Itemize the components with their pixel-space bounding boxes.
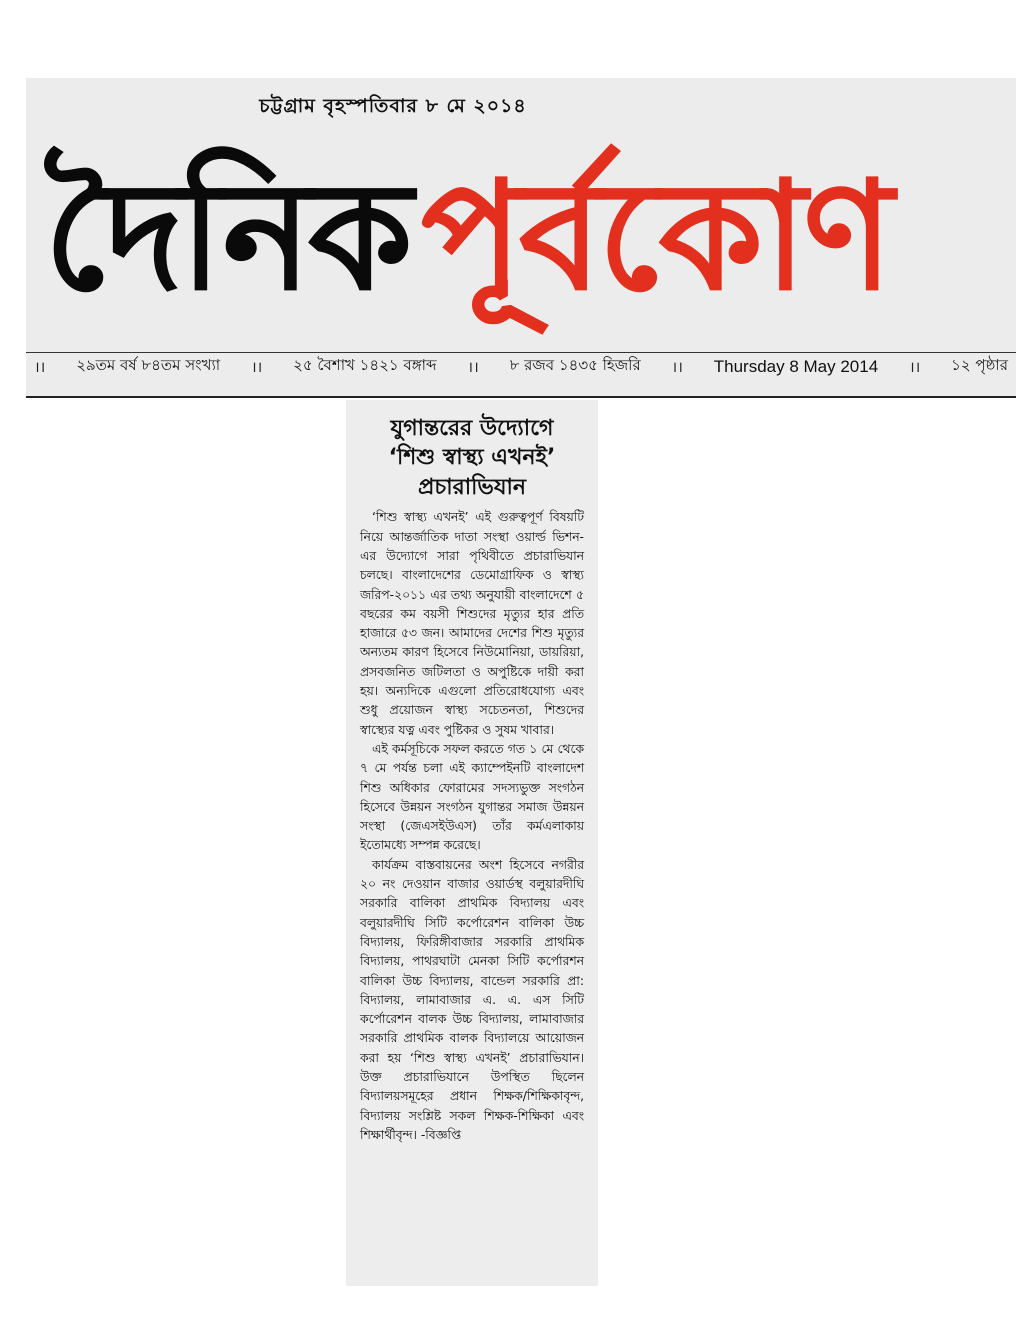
article-paragraph: কার্যক্রম বাস্তবায়নের অংশ হিসেবে নগরীর ২০ নং দেওয়ান বাজার ওয়ার্ডস্থ বলুয়ারদীঘি সরকারি বালিকা প্রাথমিক বিদ্যালয় এবং বলুয়ারদীঘি সিটি কর্পোরেশন বালিকা উচ্চ বিদ্যালয়, ফিরিঙ্গীবাজার সরকারি প্রাথমিক বিদ্যালয়, পাথরঘাটা মেনকা সিটি কর্পোরশন বালিকা উচ্চ বিদ্যালয়, বান্ডেল সরকারি প্রা: বিদ্যালয়, লামাবাজার এ. এ. এস সিটি কর্পোরেশন বালক উচ্চ বিদ্যালয়, লামাবাজার সরকারি প্রাথমিক বালক বিদ্যালয়ে আয়োজন করা হয় ‘শিশু স্বাস্থ্য এখনই’ প্রচারাভিযান। উক্ত প্রচারাভিযানে উপস্থিত ছিলেন বিদ্যালয়সমূহের প্রধান শিক্ষক/শিক্ষিকাবৃন্দ, বিদ্যালয় সংশ্লিষ্ট সকল শিক্ষক-শিক্ষিকা এবং শিক্ষার্থীবৃন্দ। -বিজ্ঞপ্তি (360, 857, 584, 1142)
article-paragraph: এই কর্মসূচিকে সফল করতে গত ১ মে থেকে ৭ মে পর্যন্ত চলা এই ক্যাম্পেইনটি বাংলাদেশ শিশু অধিকার ফোরামের সদস্যভুক্ত সংগঠন হিসেবে উন্নয়ন সংগঠন যুগান্তর সমাজ উন্নয়ন সংস্থা (জেএসইউএস) তাঁর কর্মএলাকায় ইতোমধ্যে সম্পন্ন করেছে। (360, 741, 584, 853)
article-paragraph: ‘শিশু স্বাস্থ্য এখনই’ এই গুরুত্বপূর্ণ বিষয়টি নিয়ে আন্তর্জাতিক দাতা সংস্থা ওয়ার্ল্ড ভিশন-এর উদ্যোগে সারা পৃথিবীতে প্রচারাভিযান চলছে। বাংলাদেশের ডেমোগ্রাফিক ও স্বাস্থ্য জরিপ-২০১১ এর তথ্য অনুযায়ী বাংলাদেশে ৫ বছরের কম বয়সী শিশুদের মৃত্যুর হার প্রতি হাজারে ৫৩ জন। আমাদের দেশের শিশু মৃত্যুর অন্যতম কারণ হিসেবে নিউমোনিয়া, ডায়রিয়া, প্রসবজনিত জটিলতা ও অপুষ্টিকে দায়ী করা হয়। অন্যদিকে এগুলো প্রতিরোধযোগ্য এবং শুধু প্রয়োজন স্বাস্থ্য সচেতনতা, শিশুদের স্বাস্থ্যের যত্ন এবং পুষ্টিকর ও সুষম খাবার। (360, 510, 584, 737)
separator: ।। (34, 357, 46, 376)
separator: ।। (671, 357, 683, 376)
newspaper-name-part2: পূর্বকোণ (420, 148, 890, 324)
hijri-date: ৮ রজব ১৪৩৫ হিজরি (509, 356, 641, 374)
newspaper-masthead (26, 78, 1016, 398)
headline-line: ‘শিশু স্বাস্থ্য এখনই’ (388, 445, 556, 471)
article-headline (360, 414, 584, 502)
english-date: Thursday 8 May 2014 (713, 356, 879, 376)
separator: ।। (250, 357, 263, 376)
headline-line: প্রচারাভিযান (417, 474, 527, 500)
separator: ।। (467, 357, 479, 376)
news-article-clipping (346, 400, 598, 1286)
headline-line: যুগান্তরের উদ্যোগে (390, 416, 554, 441)
page-count: ১২ পৃষ্ঠার (951, 356, 1008, 374)
separator: ।। (908, 357, 921, 376)
masthead-dateline: চট্টগ্রাম বৃহস্পতিবার ৮ মে ২০১৪ (259, 95, 527, 117)
bengali-date: ২৫ বৈশাখ ১৪২১ বঙ্গাব্দ (293, 356, 437, 374)
newspaper-name (44, 116, 890, 356)
volume-number: ২৯তম বর্ষ ৮৪তম সংখ্যা (76, 356, 221, 374)
newspaper-name-part1: দৈনিক (44, 148, 409, 324)
masthead-info-line (26, 352, 1016, 380)
